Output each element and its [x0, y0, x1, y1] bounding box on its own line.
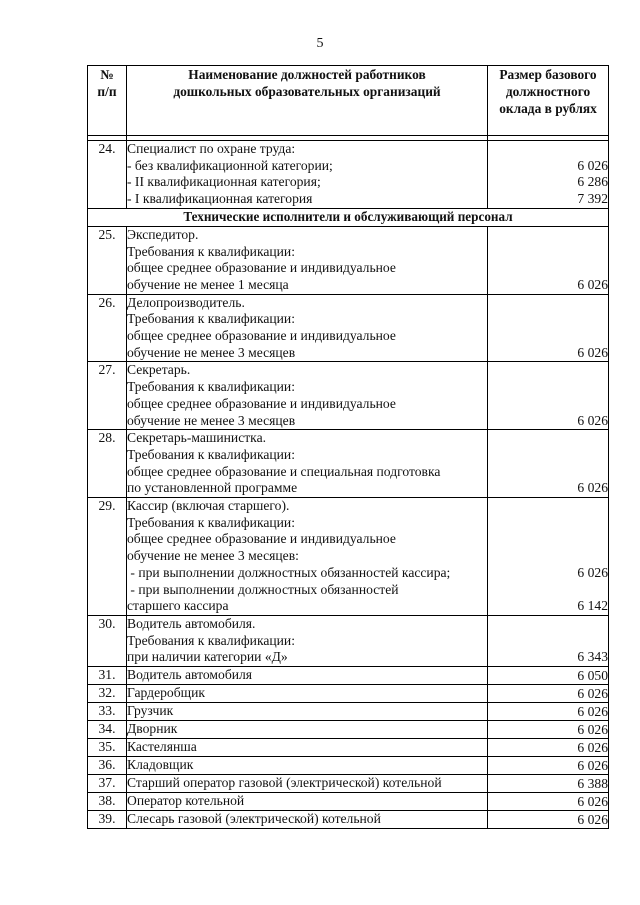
text-line: при наличии категории «Д»: [127, 649, 288, 665]
salary-cell: 6 026: [488, 362, 609, 430]
section-header-row: [88, 208, 609, 226]
row-number: 38.: [88, 793, 127, 811]
table-row: [88, 793, 609, 811]
text-line: общее среднее образование и индивидуальное: [127, 328, 396, 344]
text-line: Требования к квалификации:: [127, 632, 295, 648]
salary-cell: 6 026: [488, 226, 609, 294]
row24-salary-1: 6 026: [577, 157, 608, 173]
text-line: Секретарь-машинистка.: [127, 430, 267, 446]
text-line: обучение не менее 3 месяцев: [127, 412, 296, 428]
position-name: Кастелянша: [127, 739, 488, 757]
salary-table: [87, 65, 609, 829]
table-row: [88, 757, 609, 775]
table-row: [88, 775, 609, 793]
row29-salary-2: 6 142: [577, 598, 608, 614]
row-number: 32.: [88, 685, 127, 703]
position-name: Оператор котельной: [127, 793, 488, 811]
text-line: Требования к квалификации:: [127, 311, 295, 327]
position-name: Слесарь газовой (электрической) котельной: [127, 811, 488, 829]
text-line: общее среднее образование и индивидуальное: [127, 531, 396, 547]
text-line: общее среднее образование и индивидуальное: [127, 395, 396, 411]
table-row: [88, 498, 609, 616]
table-row: [88, 615, 609, 666]
text-line: общее среднее образование и специальная подготовка: [127, 463, 441, 479]
salary-cell: 6 026: [488, 721, 609, 739]
salary-cell: [488, 498, 609, 616]
salary-cell: 6 343: [488, 615, 609, 666]
salary-cell: 6 026: [488, 793, 609, 811]
position-name: Гардеробщик: [127, 685, 488, 703]
table-row: [88, 430, 609, 498]
text-line: Кассир (включая старшего).: [127, 498, 290, 514]
salary-cell: 6 388: [488, 775, 609, 793]
table-row: [88, 294, 609, 362]
position-name: Кладовщик: [127, 757, 488, 775]
salary-cell: 6 026: [488, 430, 609, 498]
row24-line-3: - I квалификационная категория: [127, 191, 313, 207]
row-number: 31.: [88, 667, 127, 685]
text-line: Требования к квалификации:: [127, 243, 295, 259]
table-row: [88, 721, 609, 739]
table-row: [88, 362, 609, 430]
table-row: [88, 141, 609, 209]
row24-line-1: - без квалификационной категории;: [127, 157, 333, 173]
row-number: 27.: [88, 362, 127, 430]
text-line: Требования к квалификации:: [127, 446, 295, 462]
text-line: обучение не менее 3 месяцев:: [127, 548, 299, 564]
table-row: [88, 811, 609, 829]
position-name: Дворник: [127, 721, 488, 739]
salary-cell: 6 026: [488, 294, 609, 362]
row-number: 34.: [88, 721, 127, 739]
position-name: [127, 294, 488, 362]
text-line: обучение не менее 3 месяцев: [127, 344, 296, 360]
text-line: Экспедитор.: [127, 226, 199, 242]
table-row: [88, 667, 609, 685]
text-line: - при выполнении должностных обязанностей кассира;: [127, 564, 451, 580]
header-salary: Размер базового должностного оклада в рублях: [488, 66, 609, 136]
salary-cell: 6 026: [488, 739, 609, 757]
row-number: 29.: [88, 498, 127, 616]
text-line: - при выполнении должностных обязанностей: [127, 581, 399, 597]
table-row: [88, 739, 609, 757]
table-row: [88, 703, 609, 721]
position-name: Грузчик: [127, 703, 488, 721]
row-number: 25.: [88, 226, 127, 294]
row24-line-2: - II квалификационная категория;: [127, 174, 321, 190]
row-number: 30.: [88, 615, 127, 666]
row24-salary-3: 7 392: [577, 191, 608, 207]
salary-cell: 6 026: [488, 757, 609, 775]
text-line: Секретарь.: [127, 362, 191, 378]
row24-salary-2: 6 286: [577, 174, 608, 190]
text-line: Требования к квалификации:: [127, 379, 295, 395]
row-number: 26.: [88, 294, 127, 362]
position-name: [127, 615, 488, 666]
row-number: 37.: [88, 775, 127, 793]
row-number: 35.: [88, 739, 127, 757]
salary-cell: 6 050: [488, 667, 609, 685]
row-number: 28.: [88, 430, 127, 498]
salary-cell: 6 026: [488, 685, 609, 703]
row29-salary-1: 6 026: [577, 564, 608, 580]
table-row: [88, 685, 609, 703]
text-line: общее среднее образование и индивидуальное: [127, 260, 396, 276]
row-number: 33.: [88, 703, 127, 721]
page-number: 5: [316, 36, 324, 51]
text-line: старшего кассира: [127, 598, 229, 614]
salary-cell: [488, 141, 609, 209]
position-name: [127, 141, 488, 209]
position-name: [127, 362, 488, 430]
salary-cell: 6 026: [488, 811, 609, 829]
text-line: Требования к квалификации:: [127, 514, 295, 530]
table-row: [88, 226, 609, 294]
text-line: по установленной программе: [127, 480, 298, 496]
text-line: Делопроизводитель.: [127, 294, 245, 310]
row-number: 39.: [88, 811, 127, 829]
position-name: [127, 498, 488, 616]
salary-cell: 6 026: [488, 703, 609, 721]
section-title: Технические исполнители и обслуживающий персонал: [88, 208, 609, 226]
position-name: Старший оператор газовой (электрической) котельной: [127, 775, 488, 793]
row-number: 24.: [88, 141, 127, 209]
row-number: 36.: [88, 757, 127, 775]
header-position-name: Наименование должностей работников дошкольных образовательных организаций: [127, 66, 488, 136]
position-name: Водитель автомобиля: [127, 667, 488, 685]
row24-title: Специалист по охране труда:: [127, 141, 296, 156]
table-header-row: [88, 66, 609, 136]
position-name: [127, 226, 488, 294]
text-line: обучение не менее 1 месяца: [127, 276, 289, 292]
header-number: № п/п: [88, 66, 127, 136]
text-line: Водитель автомобиля.: [127, 615, 256, 631]
position-name: [127, 430, 488, 498]
